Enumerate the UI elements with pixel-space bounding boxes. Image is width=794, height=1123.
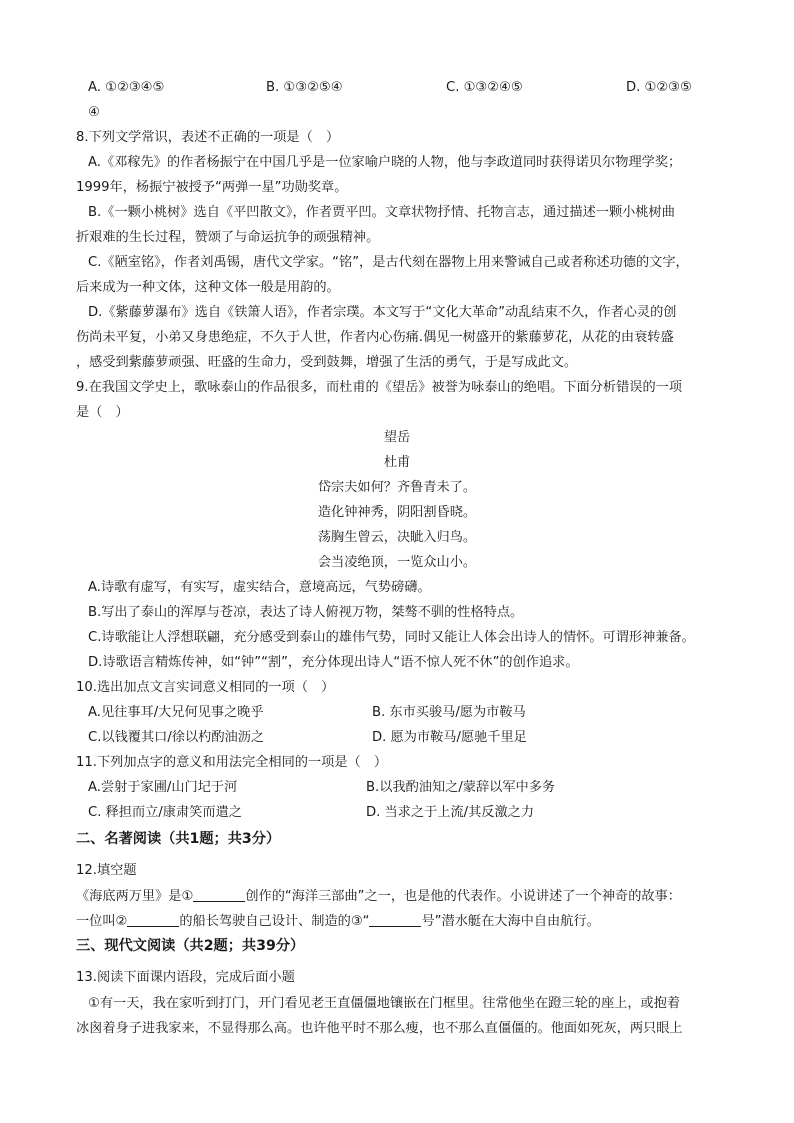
q7-option-c: C. ①③②④⑤ <box>446 80 523 95</box>
q9-option-b: B.写出了泰山的浑厚与苍凉，表达了诗人俯视万物，桀骜不驯的性格特点。 <box>88 605 524 620</box>
poem-line-3: 荡胸生曾云，决眦入归鸟。 <box>317 530 477 545</box>
q10-stem: 10.选出加点文言实词意义相同的一项（ ） <box>76 680 335 695</box>
q8-option-a-line1: A.《邓稼先》的作者杨振宁在中国几乎是一位家喻户晓的人物，他与李政道同时获得诺贝尔物理学奖； <box>88 155 682 170</box>
q8-option-a-line2: 1999年，杨振宁被授予“两弹一星”功勋奖章。 <box>76 180 348 195</box>
q12-line2 <box>76 912 600 931</box>
q12-line2-start: 一位叫② <box>76 914 128 929</box>
section-heading-2: 二、名著阅读（共1题；共3分） <box>76 831 281 847</box>
q9-option-d: D.诗歌语言精炼传神，如“钟”“割”，充分体现出诗人“语不惊人死不休”的创作追求。 <box>88 655 579 670</box>
blank-3[interactable] <box>369 912 421 927</box>
poem-line-2: 造化钟神秀，阴阳割昏晓。 <box>317 505 477 520</box>
q12-line2-end: 号”潜水艇在大海中自由航行。 <box>421 914 600 929</box>
q13-passage-line1: ①有一天，我在家听到打门，开门看见老王直僵僵地镶嵌在门框里。往常他坐在蹬三轮的座上，或抱着 <box>88 996 681 1011</box>
q12-stem: 12.填空题 <box>76 863 137 878</box>
q12-line1-start: 《海底两万里》是① <box>76 889 194 904</box>
q7-option-d: D. ①②③⑤ <box>626 80 692 95</box>
q11-option-d: D. 当求之于上流/其反激之力 <box>366 805 535 820</box>
q9-stem-line1: 9.在我国文学史上，歌咏泰山的作品很多，而杜甫的《望岳》被誉为咏泰山的绝唱。下面分析错误的一项 <box>76 380 683 395</box>
q8-option-d-line3: ，感受到紫藤萝顽强、旺盛的生命力，受到鼓舞，增强了生活的勇气，于是写成此文。 <box>76 355 578 370</box>
q12-line2-mid: 的船长驾驶自己设计、制造的③“ <box>179 914 370 929</box>
q7-option-a: A. ①②③④⑤ <box>88 80 165 95</box>
q9-option-a: A.诗歌有虚写，有实写，虚实结合，意境高远，气势磅礴。 <box>88 580 431 595</box>
poem-author: 杜甫 <box>383 455 411 470</box>
q8-option-c-line2: 后来成为一种文体，这种文体一般是用韵的。 <box>76 280 340 295</box>
q7-option-b: B. ①③②⑤④ <box>266 80 343 95</box>
q11-option-c: C. 释担而立/康肃笑而遣之 <box>88 805 242 820</box>
q10-option-d: D. 愿为市鞍马/愿驰千里足 <box>372 730 527 745</box>
q11-option-b: B.以我酌油知之/蒙辞以军中多务 <box>366 780 556 795</box>
q7-option-wrap: ④ <box>88 105 100 120</box>
q8-option-d-line1: D.《紫藤萝瀑布》选自《铁箫人语》，作者宗璞。本文写于“文化大革命”动乱结束不久，作者心灵的创 <box>88 305 677 320</box>
blank-2[interactable] <box>127 912 179 927</box>
q13-passage-line2: 冰囪着身子进我家来，不显得那么高。也许他平时不那么瘦，也不那么直僵僵的。他面如死灰，两只眼上 <box>76 1021 683 1036</box>
q13-stem: 13.阅读下面课内语段，完成后面小题 <box>76 970 295 985</box>
q12-line1 <box>76 887 681 906</box>
q8-option-b-line1: B.《一颗小桃树》选自《平凹散文》，作者贾平凹。文章状物抒情、托物言志，通过描述一颗小桃树曲 <box>88 205 675 220</box>
q10-option-a: A.见往事耳/大兄何见事之晚乎 <box>88 705 264 720</box>
q12-line1-end: 创作的“海洋三部曲”之一，也是他的代表作。小说讲述了一个神奇的故事： <box>245 889 681 904</box>
q9-option-c: C.诗歌能让人浮想联翩，充分感受到泰山的雄伟气势，同时又能让人体会出诗人的情怀。可谓形神兼备。 <box>88 630 695 645</box>
q10-option-b: B. 东市买骏马/愿为市鞍马 <box>372 705 526 720</box>
poem-line-1: 岱宗夫如何？齐鲁青未了。 <box>317 480 477 495</box>
poem-title: 望岳 <box>383 430 411 445</box>
q11-stem: 11.下列加点字的意义和用法完全相同的一项是（ ） <box>76 755 388 770</box>
blank-1[interactable] <box>193 887 245 902</box>
q8-stem: 8.下列文学常识，表述不正确的一项是（ ） <box>76 130 340 145</box>
q8-option-b-line2: 折艰难的生长过程，赞颂了与命运抗争的顽强精神。 <box>76 230 380 245</box>
poem-line-4: 会当凌绝顶，一览众山小。 <box>317 555 477 570</box>
q8-option-c-line1: C.《陋室铭》，作者刘禹锡，唐代文学家。“铭”，是古代刻在器物上用来警诫自己或者称述功德的文字， <box>88 255 689 270</box>
q11-option-a: A.尝射于家圃/山门圮于河 <box>88 780 238 795</box>
q10-option-c: C.以钱覆其口/徐以杓酌油沥之 <box>88 730 265 745</box>
section-heading-3: 三、现代文阅读（共2题；共39分） <box>76 938 305 954</box>
q8-option-d-line2: 伤尚未平复，小弟又身患绝症，不久于人世，作者内心伤痛.偶见一树盛开的紫藤萝花，从花的由衰转盛 <box>76 330 674 345</box>
q9-stem-line2: 是（ ） <box>76 405 129 420</box>
